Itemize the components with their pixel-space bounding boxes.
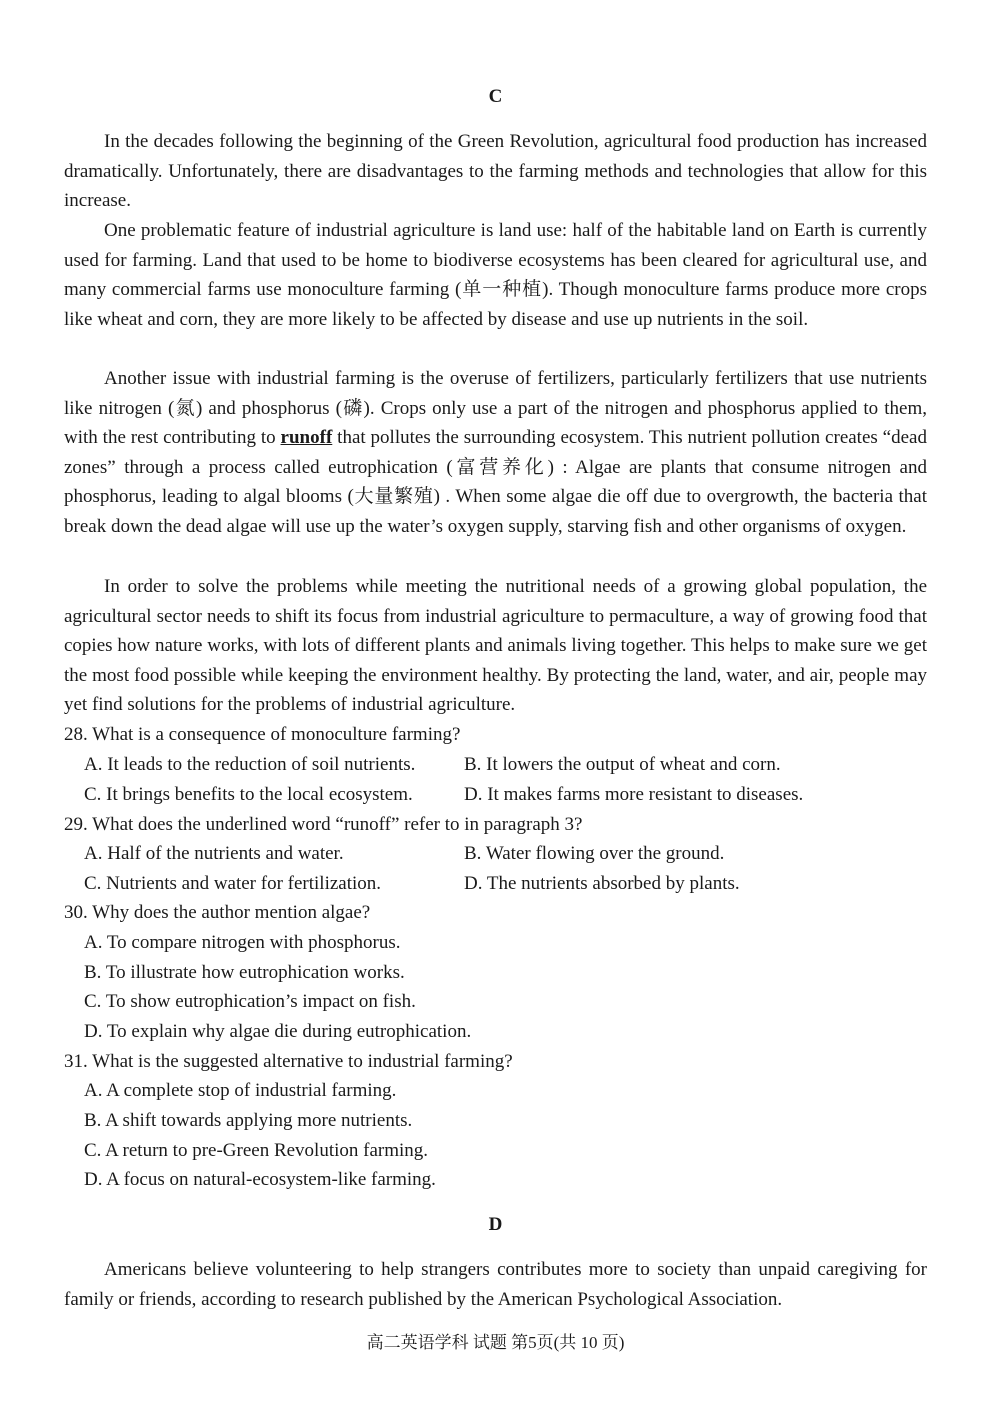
- question-31-option-a: A. A complete stop of industrial farming.: [84, 1080, 397, 1101]
- question-30-option-a: A. To compare nitrogen with phosphorus.: [84, 932, 401, 953]
- question-31-option-c: C. A return to pre-Green Revolution farming.: [84, 1140, 429, 1161]
- question-31-option-d: D. A focus on natural-ecosystem-like farming.: [84, 1169, 436, 1190]
- question-30-option-b: B. To illustrate how eutrophication works.: [84, 962, 405, 983]
- passage-c-paragraph-1: In the decades following the beginning of the Green Revolution, agricultural food production has increased dramatically. Unfortunately, there are disadvantages to the farming methods and technologies that allow for this increase.: [64, 131, 927, 212]
- question-28-option-c: C. It brings benefits to the local ecosystem.: [84, 784, 413, 805]
- question-28-option-b: B. It lowers the output of wheat and corn.: [464, 754, 781, 775]
- section-d-title: D: [488, 1214, 503, 1235]
- question-29-option-d: D. The nutrients absorbed by plants.: [464, 873, 740, 894]
- passage-c-paragraph-4: In order to solve the problems while meeting the nutritional needs of a growing global population, the agricultural sector needs to shift its focus from industrial agriculture to permaculture, a way of growing food that copies how nature works, with lots of different plants and animals living together. This helps to make sure we get the most food possible while keeping the environment healthy. By protecting the land, water, and air, people may yet find solutions for the problems of industrial agriculture.: [64, 576, 927, 716]
- question-28-option-a: A. It leads to the reduction of soil nutrients.: [84, 754, 416, 775]
- section-c-title: C: [488, 86, 503, 107]
- passage-c-paragraph-3: [64, 364, 927, 542]
- exam-page: [64, 0, 927, 1403]
- page-footer: 高二英语学科 试题 第5页(共 10 页): [366, 1333, 625, 1352]
- passage-c-paragraph-2: One problematic feature of industrial agriculture is land use: half of the habitable land on Earth is currently used for farming. Land that used to be home to biodiverse ecosystems has been cleared for agricultural use, and many commercial farms use monoculture farming (单一种植). Though monoculture farms produce more crops like wheat and corn, they are more likely to be affected by disease and use up nutrients in the soil.: [64, 220, 927, 330]
- question-28-stem: 28. What is a consequence of monoculture farming?: [64, 724, 461, 745]
- question-29-option-b: B. Water flowing over the ground.: [464, 843, 725, 864]
- question-30-option-c: C. To show eutrophication’s impact on fish.: [84, 991, 416, 1012]
- question-31-stem: 31. What is the suggested alternative to industrial farming?: [64, 1051, 513, 1072]
- question-31-option-b: B. A shift towards applying more nutrients.: [84, 1110, 413, 1131]
- question-28-option-d: D. It makes farms more resistant to diseases.: [464, 784, 804, 805]
- underlined-word-runoff: runoff: [280, 427, 333, 449]
- question-30-option-d: D. To explain why algae die during eutrophication.: [84, 1021, 472, 1042]
- paragraph-3-text-before: Another issue with industrial farming is the overuse of fertilizers, particularly fertilizers that use nutrients like nitrogen (氮) and phosphorus (磷). Crops only use a part of the nitrogen and phosphorus applied to them, with the rest contributing to: [64, 368, 927, 449]
- question-29-stem: 29. What does the underlined word “runoff” refer to in paragraph 3?: [64, 814, 583, 835]
- passage-d-paragraph-1: Americans believe volunteering to help strangers contributes more to society than unpaid caregiving for family or friends, according to research published by the American Psychological Association.: [64, 1259, 927, 1310]
- question-29-option-a: A. Half of the nutrients and water.: [84, 843, 344, 864]
- question-29-option-c: C. Nutrients and water for fertilization.: [84, 873, 382, 894]
- question-30-stem: 30. Why does the author mention algae?: [64, 902, 371, 923]
- paragraph-3-text-after: that pollutes the surrounding ecosystem. This nutrient pollution creates “dead zones” through a process called eutrophication (富营养化) : Algae are plants that consume nitrogen and phosphorus, leading to algal blooms (大量繁殖) . When some algae die off due to overgrowth, the bacteria that break down the dead algae will use up the water’s oxygen supply, starving fish and other organisms of oxygen.: [64, 427, 927, 537]
